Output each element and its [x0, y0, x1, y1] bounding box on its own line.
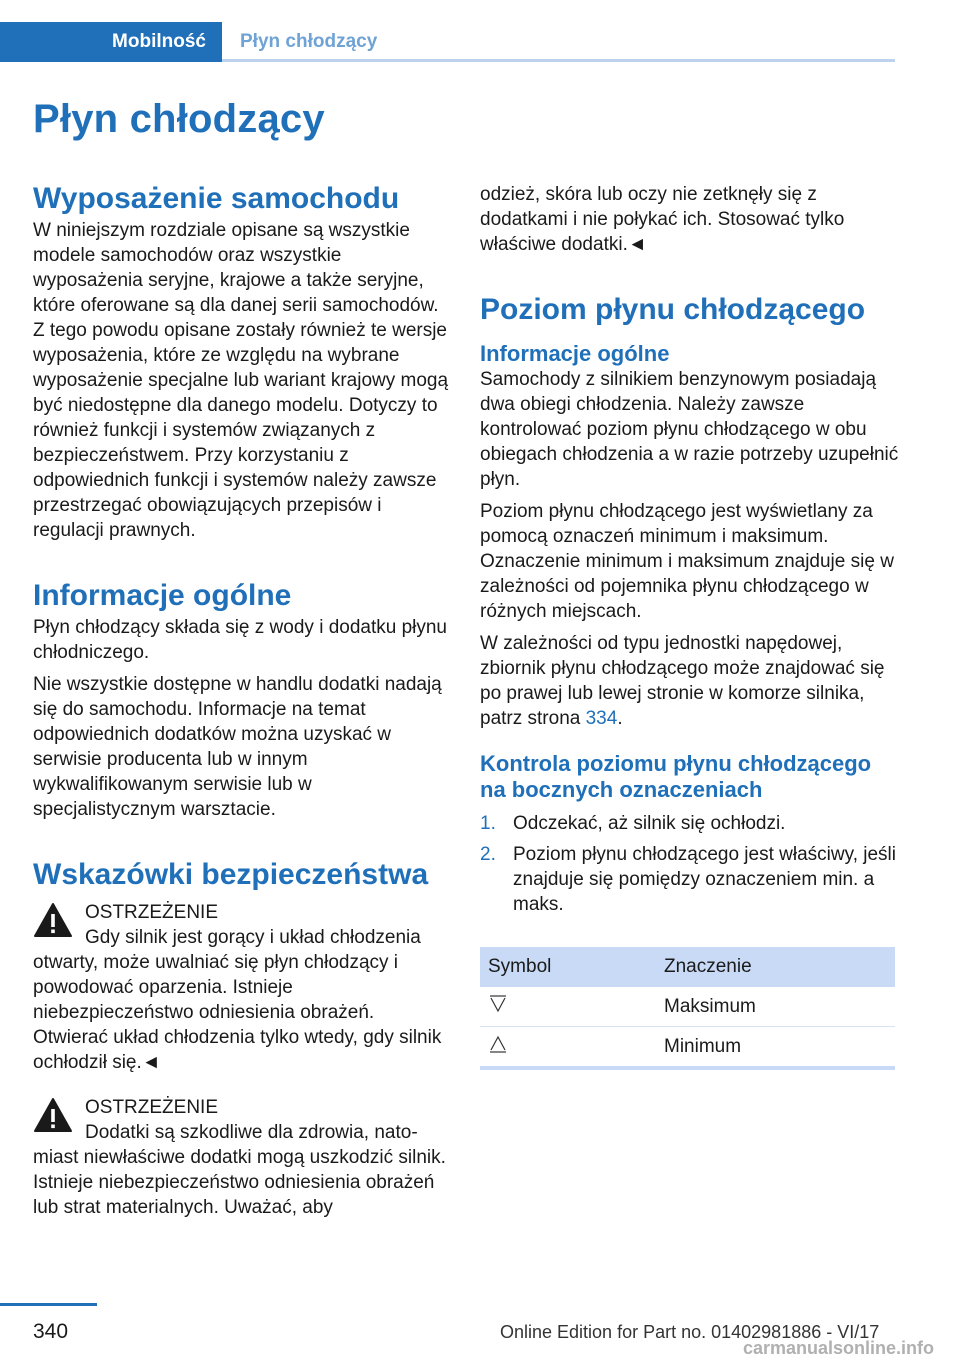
symbol-table — [480, 947, 895, 1070]
warning-triangle-icon — [33, 902, 73, 938]
header-bar — [0, 22, 895, 62]
table-header-symbol: Symbol — [480, 947, 656, 987]
warning-block-2 — [33, 1095, 453, 1220]
table-header-meaning: Znaczenie — [656, 947, 895, 987]
text-continuation: odzież, skóra lub oczy nie zetknęły się z dodatkami i nie połykać ich. Stosować tylko właściwe dodatki.◄ — [480, 184, 845, 255]
warning-block-1 — [33, 900, 453, 1075]
tab-plyn-chlodzacy[interactable]: Płyn chłodzący — [240, 31, 378, 52]
right-column — [480, 182, 900, 1070]
max-marker-icon — [488, 994, 508, 1014]
warning-text-first: Dodatki są szkodliwe dla zdrowia, nato- — [85, 1122, 418, 1143]
min-marker-icon — [488, 1034, 508, 1054]
text-informacje-2: Nie wszystkie dostępne w handlu dodatki nadają się do samochodu. Informacje na temat odpowiednich dodatków można uzyskać w serwisie producenta lub w innym wykwalifikowanym serwisie lub w specjalistycznym warsztacie. — [33, 674, 442, 820]
watermark: carmanualsonline.info — [743, 1338, 935, 1358]
page-link-334[interactable]: 334 — [585, 708, 618, 729]
warning-text-first: Gdy silnik jest gorący i układ chłodzenia — [85, 927, 421, 948]
steps-list — [480, 811, 900, 917]
text-poziom-2: Poziom płynu chłodzącego jest wyświetlany za pomocą oznaczeń minimum i maksimum. Oznaczenie minimum i maksimum znajduje się w zależności od pojemnika płynu chłodzącego w różnych miejscach. — [480, 501, 894, 622]
heading-poziom-plynu: Poziom płynu chłodzącego — [480, 293, 866, 326]
table-row — [480, 987, 895, 1027]
header-divider — [222, 59, 895, 62]
left-column — [33, 180, 453, 1220]
warning-text-rest: otwarty, może uwalniać się płyn chłodzący i powodować oparzenia. Istnieje niebezpieczeństwo odniesienia obrażeń. Otwierać układ chłodzenia tylko wtedy, gdy silnik ochłodził się.◄ — [33, 952, 442, 1073]
page-title: Płyn chłodzący — [33, 97, 325, 141]
text-poziom-3: W zależności od typu jednostki napędowej, zbiornik płynu chłodzącego może znajdować się po prawej lub lewej stronie w komorze silnika, patrz strona 334. — [480, 633, 885, 729]
warning-label: OSTRZEŻENIE — [85, 1097, 219, 1118]
warning-text-rest: miast niewłaściwe dodatki mogą uszkodzić silnik. Istnieje niebezpieczeństwo odniesienia obrażeń lub strat materialnych. Uważać, aby — [33, 1147, 446, 1218]
edition-info: Online Edition for Part no. 01402981886 - VI/17 — [500, 1322, 880, 1342]
warning-label: OSTRZEŻENIE — [85, 902, 219, 923]
subheading-kontrola: Kontrola poziomu płynu chłodzącego na bocznych oznaczeniach — [480, 751, 872, 802]
list-item: 1. Odczekać, aż silnik się ochłodzi. — [480, 813, 786, 834]
subheading-informacje-ogolne: Informacje ogólne — [480, 341, 670, 366]
warning-triangle-icon — [33, 1097, 73, 1133]
list-item: 2. Poziom płynu chłodzącego jest właściwy, jeśli znajduje się pomiędzy oznaczeniem min. a maks. — [480, 844, 896, 915]
heading-wyposazenie: Wyposażenie samochodu — [33, 182, 400, 215]
table-row — [480, 1027, 895, 1069]
page-number: 340 — [33, 1320, 69, 1343]
table-cell-meaning: Minimum — [656, 1027, 895, 1069]
tab-mobilnosc[interactable]: Mobilność — [0, 22, 222, 62]
footer-divider — [0, 1303, 97, 1306]
text-informacje-1: Płyn chłodzący składa się z wody i dodatku płynu chłodniczego. — [33, 617, 448, 663]
heading-informacje-ogolne: Informacje ogólne — [33, 579, 292, 612]
text-poziom-1: Samochody z silnikiem benzynowym posiadają dwa obiegi chłodzenia. Należy zawsze kontrolować poziom płynu chłodzącego w obu obiegach chłodzenia a w razie potrzeby uzupełnić płyn. — [480, 369, 899, 490]
text-wyposazenie: W niniejszym rozdziale opisane są wszystkie modele samochodów oraz wszystkie wyposażenia seryjne, krajowe a także seryjne, które oferowane są dla danej serii samochodów. Z tego powodu opisane zostały również te wersje wyposażenia, które ze względu na wybrane wyposażenie specjalne lub wariant krajowy mogą być niedostępne dla danego modelu. Dotyczy to również funkcji i systemów związanych z bezpieczeństwem. Przy korzystaniu z odpowiednich funkcji i systemów należy zawsze przestrzegać obowiązujących przepisów i regulacji prawnych. — [33, 220, 449, 541]
table-cell-meaning: Maksimum — [656, 987, 895, 1027]
heading-wskazowki: Wskazówki bezpieczeństwa — [33, 858, 429, 891]
